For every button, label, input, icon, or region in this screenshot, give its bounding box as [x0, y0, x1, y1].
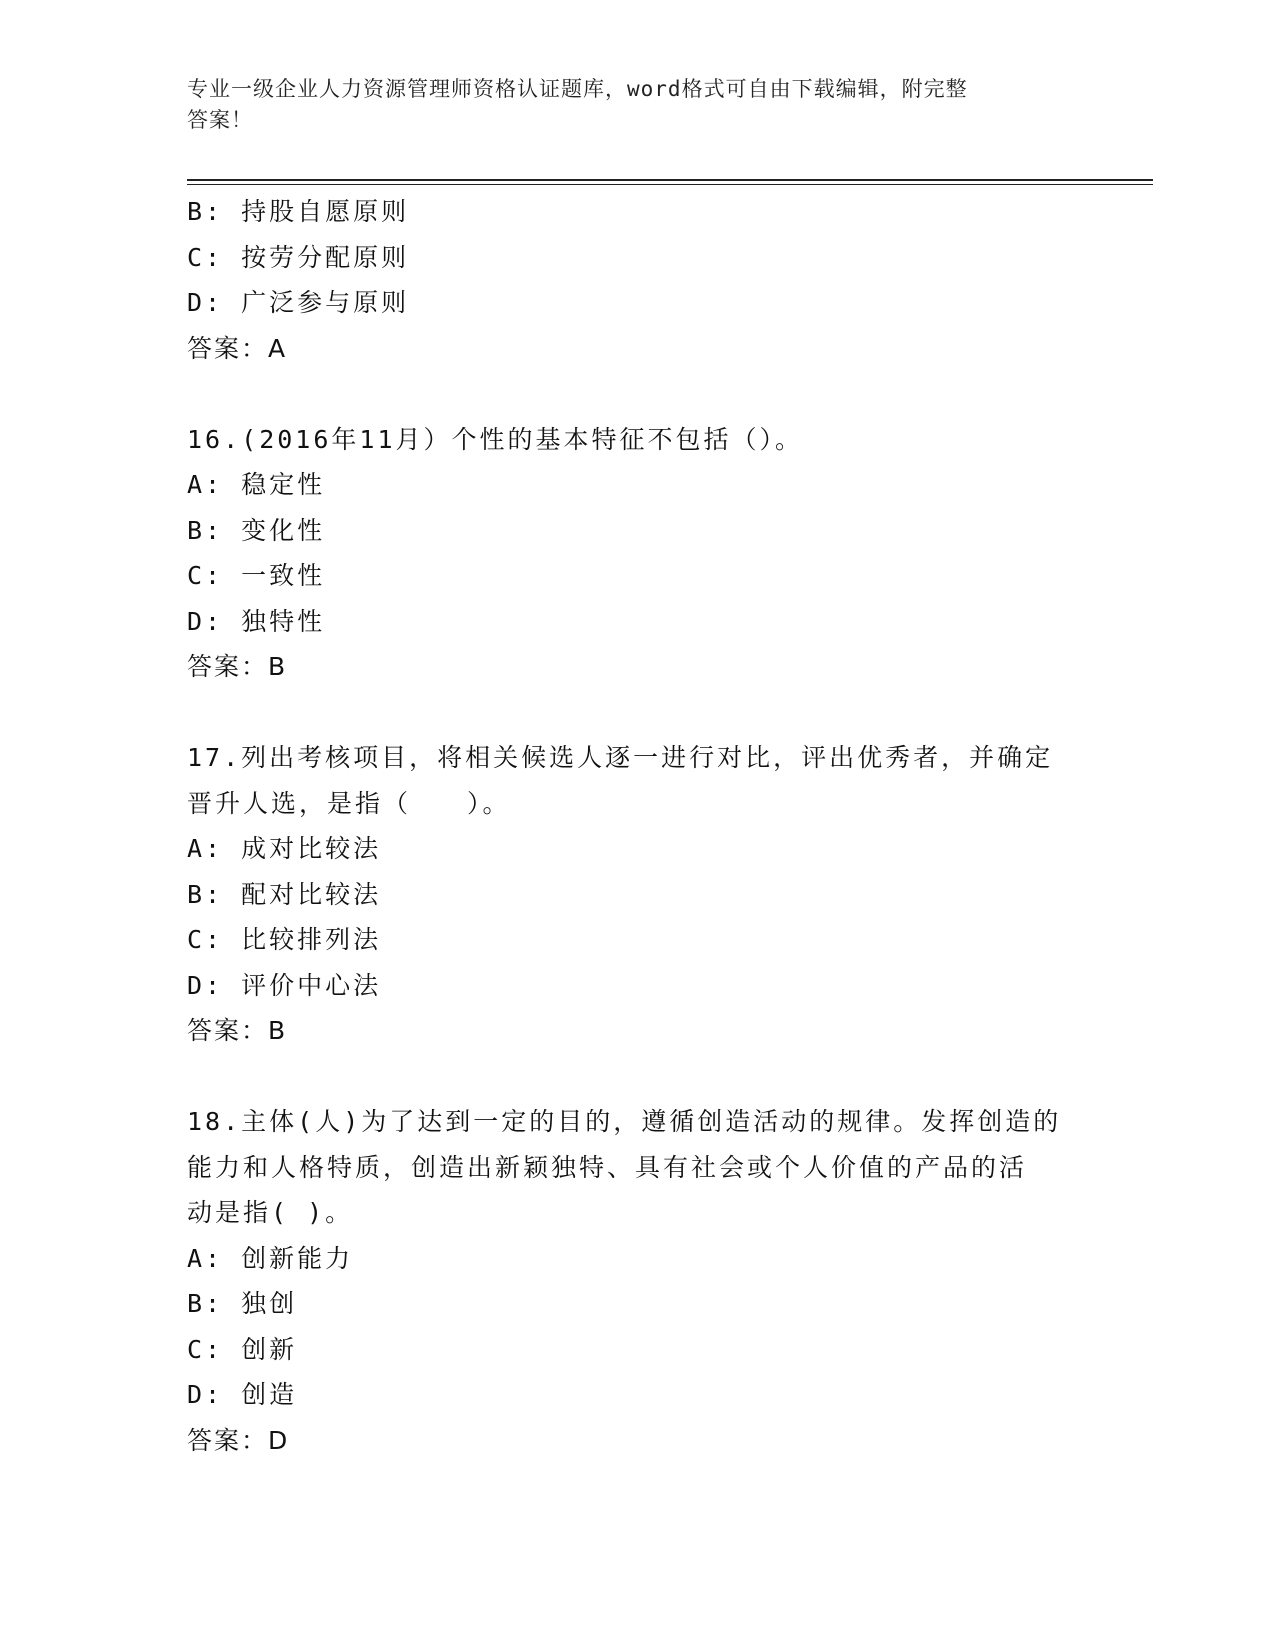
option-b: B: 独创 — [187, 1289, 298, 1318]
question-stem-cont: 晋升人选，是指（ ）。 — [187, 788, 511, 818]
header-divider-thin — [187, 184, 1153, 185]
answer: 答案：B — [187, 652, 288, 681]
question-17 — [187, 735, 1087, 1054]
page-header — [187, 74, 1067, 136]
option-b: B: 持股自愿原则 — [187, 197, 410, 226]
option-d: D: 广泛参与原则 — [187, 288, 410, 317]
question-stem-cont: 动是指( )。 — [187, 1198, 354, 1227]
option-c: C: 按劳分配原则 — [187, 242, 410, 272]
question-stem: 16.(2016年11月）个性的基本特征不包括（）。 — [187, 424, 804, 454]
option-d: D: 评价中心法 — [187, 970, 382, 1000]
answer: 答案：A — [187, 333, 288, 363]
question-16 — [187, 417, 1087, 690]
option-c: C: 一致性 — [187, 561, 326, 590]
option-a: A: 稳定性 — [187, 470, 326, 499]
option-d: D: 创造 — [187, 1380, 298, 1409]
header-line-1: 专业一级企业人力资源管理师资格认证题库，word格式可自由下载编辑，附完整 — [187, 77, 968, 101]
option-a: A: 成对比较法 — [187, 834, 382, 863]
option-a: A: 创新能力 — [187, 1243, 354, 1273]
option-b: B: 配对比较法 — [187, 879, 382, 909]
option-d: D: 独特性 — [187, 606, 326, 636]
question-list — [187, 189, 1087, 1463]
header-divider-thick — [187, 179, 1153, 181]
answer: 答案：B — [187, 1016, 288, 1045]
header-line-2: 答案！ — [187, 108, 253, 132]
question-stem-cont: 能力和人格特质，创造出新颖独特、具有社会或个人价值的产品的活 — [187, 1152, 1028, 1182]
answer: 答案：D — [187, 1425, 290, 1455]
question-stem: 17.列出考核项目，将相关候选人逐一进行对比，评出优秀者，并确定 — [187, 743, 1054, 772]
option-c: C: 创新 — [187, 1334, 298, 1364]
option-b: B: 变化性 — [187, 515, 326, 545]
question-15-continued — [187, 189, 1087, 371]
question-stem: 18.主体(人)为了达到一定的目的，遵循创造活动的规律。发挥创造的 — [187, 1107, 1062, 1136]
question-18 — [187, 1099, 1087, 1463]
option-c: C: 比较排列法 — [187, 925, 382, 954]
